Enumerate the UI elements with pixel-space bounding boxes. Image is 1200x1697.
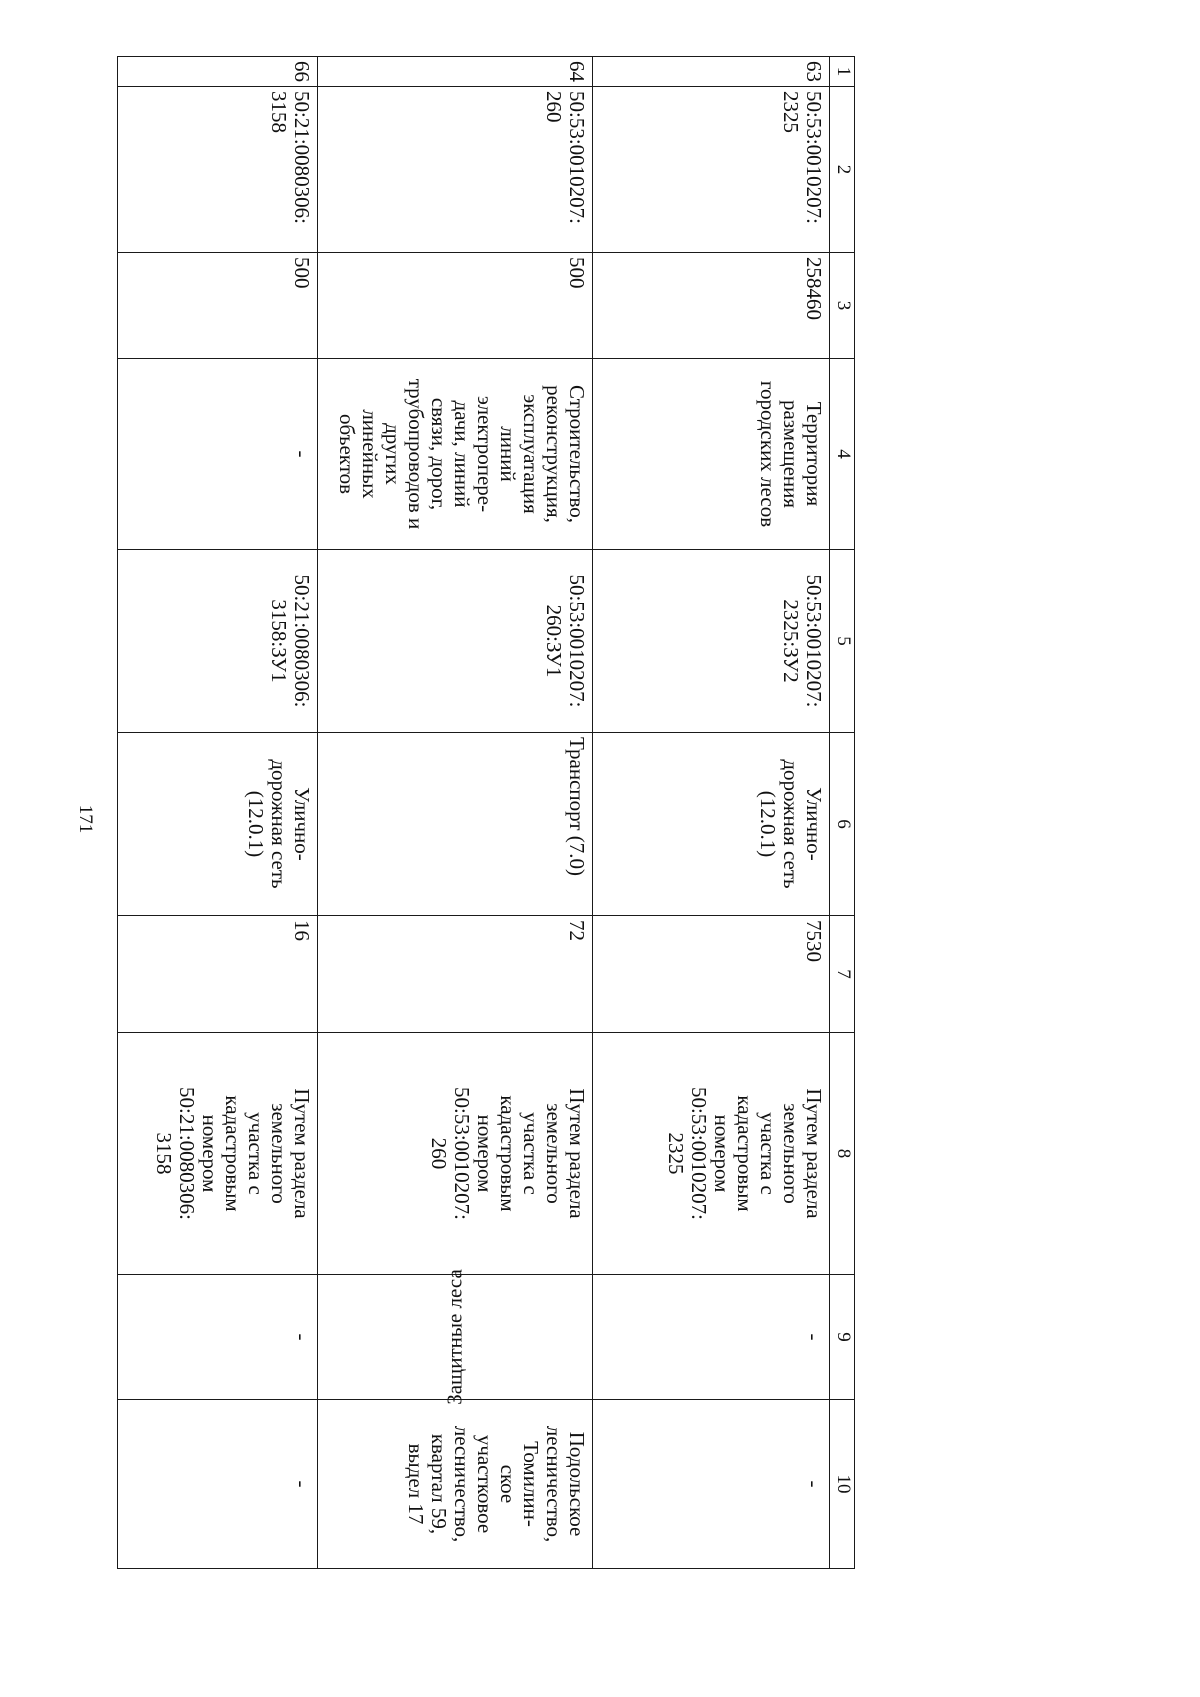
cell-col-5 (318, 550, 593, 733)
cell-text: 500 (565, 257, 589, 289)
cell-text: Путем раздела земельного участка с кадастровым номером 50:53:0010207: 260 (427, 1086, 589, 1220)
cell-text: 500 (290, 257, 314, 289)
cell-col-2 (593, 87, 830, 253)
cell-text: - (290, 1333, 314, 1341)
cell-col-9 (118, 1275, 318, 1400)
cell-col-8 (118, 1033, 318, 1275)
cell-text: 50:21:0080306: 3158 (267, 91, 314, 225)
cell-text: 7530 (802, 920, 826, 962)
cell-col-4 (118, 359, 318, 550)
column-header-4: 4 (830, 359, 855, 550)
column-header-7: 7 (830, 916, 855, 1033)
forest-category-text: Защитные леса (442, 1269, 467, 1405)
cell-col-8 (593, 1033, 830, 1275)
cell-col-8 (318, 1033, 593, 1275)
cell-col-9 (318, 1269, 593, 1405)
cell-col-2 (118, 87, 318, 253)
cell-text: 66 (290, 61, 314, 82)
cell-col-1 (593, 57, 830, 87)
column-header-10: 10 (830, 1400, 855, 1569)
column-header-3: 3 (830, 253, 855, 359)
table-row (118, 57, 318, 1569)
cell-col-10 (318, 1400, 593, 1569)
cell-col-6 (318, 733, 593, 916)
cell-text: - (290, 1480, 314, 1488)
cell-col-4 (593, 359, 830, 550)
cell-text: - (290, 450, 314, 458)
cell-text: Подольское лесничество, Томилин- ское участковое лесничество, квартал 59, выдел 17 (404, 1425, 589, 1543)
cell-col-3 (118, 253, 318, 359)
cell-col-5 (593, 550, 830, 733)
cell-text: Территория размещения городских лесов (756, 380, 826, 528)
cell-col-10 (593, 1400, 830, 1569)
cell-col-1 (118, 57, 318, 87)
cell-col-2 (318, 87, 593, 253)
cell-col-3 (318, 253, 593, 359)
cell-col-6 (118, 733, 318, 916)
cell-col-6 (593, 733, 830, 916)
land-plots-table (117, 56, 855, 1569)
page-number: 171 (75, 804, 96, 834)
cell-text: 50:53:0010207: 260:ЗУ1 (542, 574, 589, 708)
cell-text: 64 (565, 61, 589, 82)
cell-col-4 (318, 359, 593, 550)
cell-text: 72 (565, 920, 589, 941)
cell-text: 50:53:0010207: 2325:ЗУ2 (779, 574, 826, 708)
cell-text: 50:53:0010207: 260 (542, 91, 589, 225)
cell-col-7 (593, 916, 830, 1033)
column-header-1: 1 (830, 57, 855, 87)
cell-text: 50:21:0080306: 3158:ЗУ1 (267, 574, 314, 708)
rotated-table-container (120, 56, 855, 1568)
column-header-2: 2 (830, 87, 855, 253)
table-row (318, 57, 593, 1569)
cell-col-7 (118, 916, 318, 1033)
column-header-6: 6 (830, 733, 855, 916)
cell-text: Строительство, реконструкция, эксплуатация линий электропере- дачи, линий связи, дорог, трубопроводов и других линейных объектов (335, 378, 589, 530)
cell-text: Путем раздела земельного участка с кадастровым номером 50:53:0010207: 2325 (664, 1086, 826, 1220)
cell-text: 16 (290, 920, 314, 941)
cell-col-9 (593, 1275, 830, 1400)
cell-col-7 (318, 916, 593, 1033)
table-row (593, 57, 830, 1569)
cell-text: 50:53:0010207: 2325 (779, 91, 826, 225)
cell-text: - (802, 1333, 826, 1341)
cell-text: Транспорт (7.0) (565, 737, 589, 877)
cell-text: 63 (802, 61, 826, 82)
cell-text: Путем раздела земельного участка с кадастровым номером 50:21:0080306: 3158 (152, 1086, 314, 1220)
cell-col-3 (593, 253, 830, 359)
header-row (830, 57, 855, 1569)
column-header-5: 5 (830, 550, 855, 733)
cell-text: Улично- дорожная сеть (12.0.1) (244, 759, 314, 889)
cell-col-10 (118, 1400, 318, 1569)
cell-text: - (802, 1480, 826, 1488)
cell-text: Улично- дорожная сеть (12.0.1) (756, 759, 826, 889)
column-header-9: 9 (830, 1275, 855, 1400)
cell-col-1 (318, 57, 593, 87)
rotated-table-wrapper (120, 56, 855, 1568)
cell-col-5 (118, 550, 318, 733)
cell-text: 258460 (802, 257, 826, 320)
column-header-8: 8 (830, 1033, 855, 1275)
